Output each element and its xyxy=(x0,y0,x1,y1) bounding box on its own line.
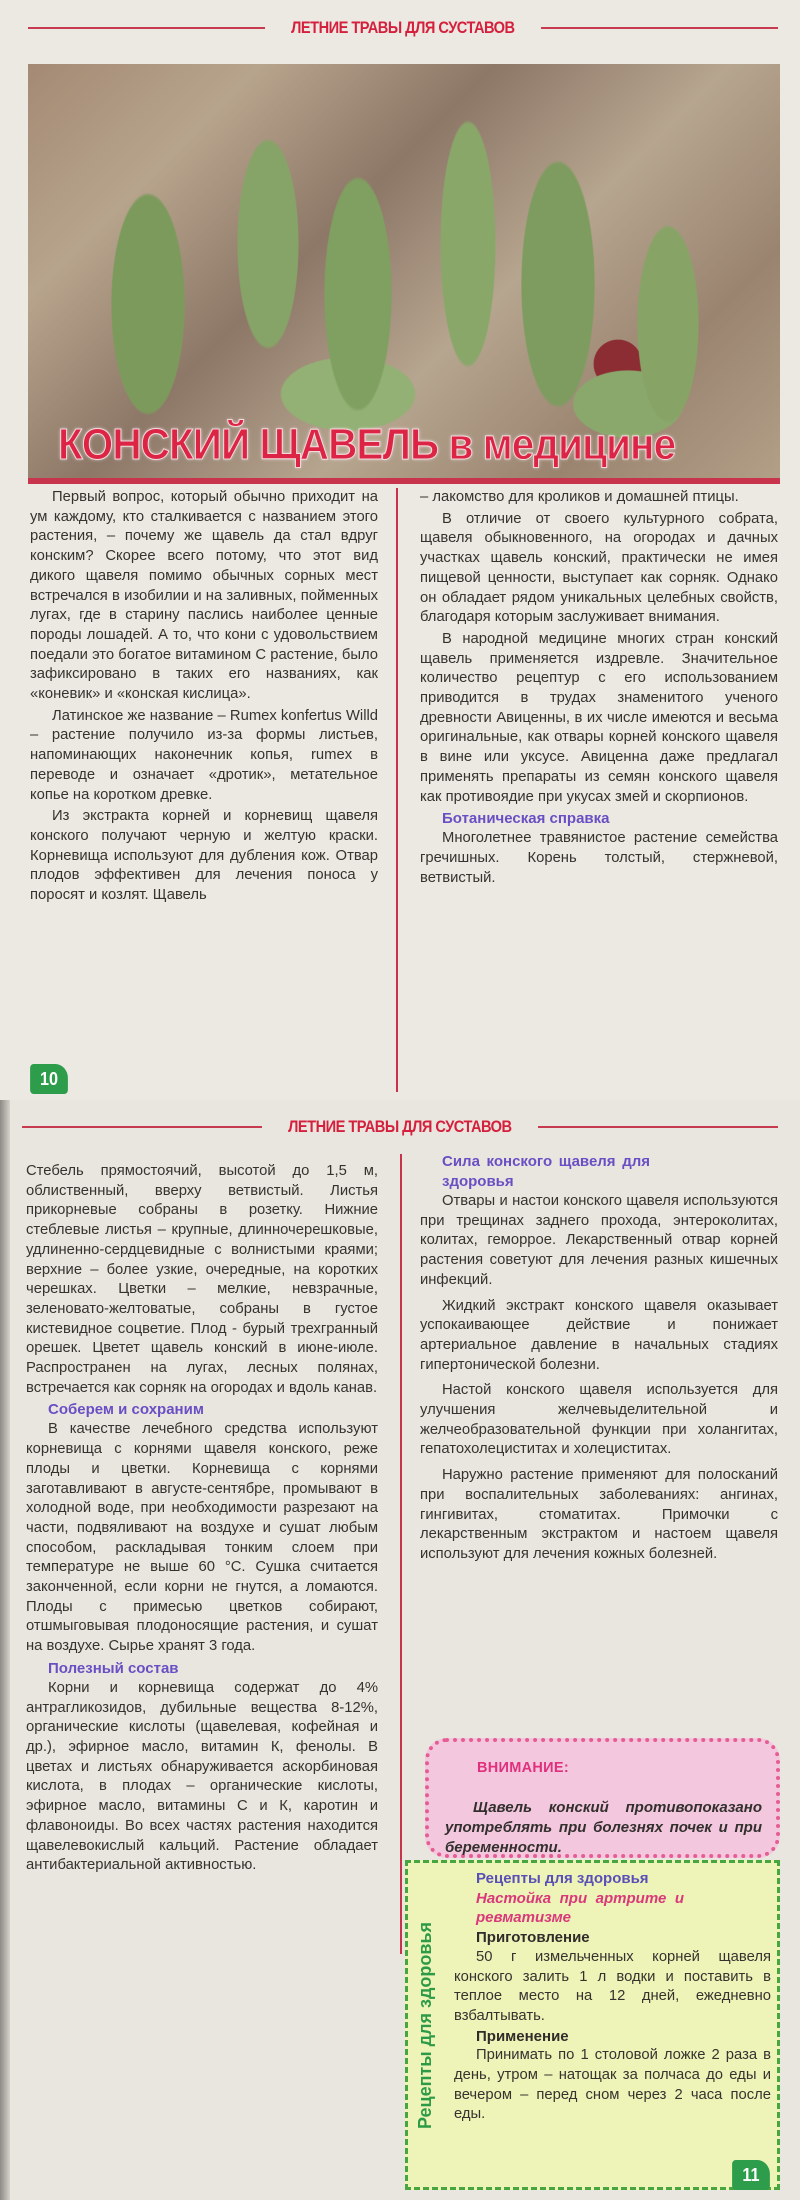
header-rule-right xyxy=(541,27,778,29)
decoction-paragraph: Отвары и настои конского щавеля используются при трещинах заднего прохода, энтероколитах, колитах, геморрое. Лекарственный отвар корней растения советуют для лечения разных кишечных инфекций. xyxy=(420,1193,778,1288)
page11-right-column xyxy=(420,1152,778,1565)
column-divider xyxy=(396,488,398,1092)
description-paragraph: Стебель прямостоячий, высотой до 1,5 м, облиственный, вверху ветвистый. Листья прикорневые собраны в розетку. Нижние стеблевые листья – крупные, длинночерешковые, удлиненно-сердцевидные с волнистыми краями; верхние – более узкие, очередные, на коротких черешках. Цветки – мелкие, невзрачные, зеленовато-желтоватые, собраны в густое кистевидное соцветие. Плод - бурый трехгранный орешек. Цветет щавель конский в июне-июле. Распространен на лугах, лесных полянах, встречается как сорняк на огородах и вдоль канав. xyxy=(26,1163,378,1396)
external-use-paragraph: Наружно растение применяют для полосканий при воспалительных заболеваниях: ангинах, гингивитах, стоматитах. Примочки с лекарственным экстрактом и настоем щавеля используют для лечения кожных болезней. xyxy=(420,1467,778,1562)
recipe-title: Рецепты для здоровья xyxy=(476,1870,649,1887)
recipe-side-label xyxy=(408,1863,444,2187)
page10-left-column xyxy=(30,488,378,906)
article-title: КОНСКИЙ ЩАВЕЛЬ в медицине xyxy=(58,420,676,469)
prep-text: 50 г измельченных корней щавеля конского залить 1 л водки и поставить в теплое место на 12 дней, ежедневно взбалтывать. xyxy=(454,1948,771,2024)
botany-paragraph: Многолетнее травянистое растение семейства гречишных. Корень толстый, стержневой, ветвистый. xyxy=(420,830,778,886)
collect-heading: Соберем и сохраним xyxy=(48,1401,204,1419)
latin-name-paragraph: Латинское же название – Rumex konfertus Willd – растение получило из-за формы листьев, напоминающих наконечник копья, rumex в переводе и означает «дротик», метательное копье на коротком древке. xyxy=(30,707,378,803)
warning-text: Щавель конский противопоказано употреблять при болезнях почек и при беременности. xyxy=(445,1799,762,1856)
recipe-box xyxy=(405,1860,780,2190)
header-rule-left xyxy=(22,1126,262,1128)
weed-paragraph: В отличие от своего культурного собрата, щавеля обыкновенного, на огородах и дачных участках щавель конский, практически не имея пищевой ценности, выступает как сорняк. Однако он обладает рядом уникальных целебных свойств, благодаря которым заслуживает внимания. xyxy=(420,510,778,626)
recipe-subtitle: Настойка при артрите и ревматизме xyxy=(476,1889,684,1927)
composition-paragraph: Корни и корневища содержат до 4% антрагликозидов, дубильные вещества 8-12%, органические кислоты (щавелевая, кофейная и др.), эфирное масло, витамин К, фенолы. В цветах и листьях обнаруживается аскорбиновая кислота, в плодах – органические кислоты, эфирное масло, витамины С и К, каротин и флавоноиды. Во всех частях растения находится щавелевокислый кальций. Растение обладает антибактериальной активностью. xyxy=(26,1679,378,1874)
prep-heading: Приготовление xyxy=(476,1929,590,1947)
power-heading: Сила конского щавеля для здоровья xyxy=(442,1153,650,1190)
composition-heading: Полезный состав xyxy=(48,1659,179,1677)
column-divider xyxy=(400,1154,402,1954)
page10-right-column xyxy=(420,488,778,888)
section-label: ЛЕТНИЕ ТРАВЫ ДЛЯ СУСТАВОВ xyxy=(288,1117,512,1136)
infusion-paragraph: Настой конского щавеля используется для улучшения желчевыделительной и желчеобразовательной функции при холангитах, гепатохолециститах и холециститах. xyxy=(420,1382,778,1458)
warning-title: ВНИМАНИЕ: xyxy=(477,1760,570,1776)
botany-heading: Ботаническая справка xyxy=(442,810,610,828)
warning-box xyxy=(425,1738,780,1858)
intro-paragraph: Первый вопрос, который обычно приходит на ум каждому, кто сталкивается с названием этого растения, – почему же щавель да стал вдруг конским? Скорее всего потому, что этот вид дикого щавеля помимо обычных сорных мест встречался в изобилии и на заливных, пойменных лугах, где в старину паслись наиболее ценные породы лошадей. А то, что кони с удовольствием поедали это богатое витамином С растение, было зафиксировано в таких его названиях, как «коневик» и «конская кислица». xyxy=(30,489,378,703)
page-number-badge: 11 xyxy=(732,2160,770,2190)
recipe-side-text: Рецепты для здоровья xyxy=(415,1921,436,2129)
page-number-badge: 10 xyxy=(30,1064,68,1094)
use-text: Принимать по 1 столовой ложке 2 раза в день, утром – натощак за полчаса до еды и вечером – перед сном через 2 часа после еды. xyxy=(454,2047,771,2123)
header-rule-right xyxy=(538,1126,778,1128)
folk-medicine-paragraph: В народной медицине многих стран конский щавель применяется издревле. Значительное количество рецептур с его использованием приводится в трудах знаменитого ученого древности Авиценны, в их числе имеются и весьма оригинальные, как отвары корней конского щавеля в вине или уксусе. Авиценна даже предлагал применять препараты из семян конского щавеля как противоядие при укусах змей и скорпионов. xyxy=(420,630,778,805)
treat-paragraph: – лакомство для кроликов и домашней птицы. xyxy=(420,489,739,505)
plant-photo xyxy=(28,64,780,484)
recipe-body xyxy=(454,1869,771,2125)
extract-paragraph: Жидкий экстракт конского щавеля оказывает успокаивающее действие и понижает артериальное давление в начальных стадиях гипертонической болезни. xyxy=(420,1297,778,1373)
dyes-paragraph: Из экстракта корней и корневищ щавеля конского получают черную и желтую краски. Корневища используют для дубления кож. Отвар плодов эффективен для лечения поноса у поросят и козлят. Щавель xyxy=(30,808,378,904)
collect-paragraph: В качестве лечебного средства используют корневища с корнями щавеля конского, реже плоды и цветки. Корневища с корнями заготавливают в августе-сентябре, промывают в холодной воде, при необходимости разрезают на части, подвяливают на воздухе и сушат любым способом, раскладывая тонким слоем при температуре не выше 60 °С. Сушка считается законченной, если корни не гнутся, а ломаются. Плоды с примесью цветков собирают, отшмыговывая плодоносящие растения, и сушат на воздухе. Сырье хранят 3 года. xyxy=(26,1421,378,1655)
header-rule-left xyxy=(28,27,265,29)
section-header xyxy=(28,13,778,43)
section-header xyxy=(22,1112,778,1142)
page11-left-column xyxy=(26,1162,378,1876)
photo-bottom-band xyxy=(28,478,780,484)
section-label: ЛЕТНИЕ ТРАВЫ ДЛЯ СУСТАВОВ xyxy=(291,18,515,37)
use-heading: Применение xyxy=(476,2027,569,2045)
